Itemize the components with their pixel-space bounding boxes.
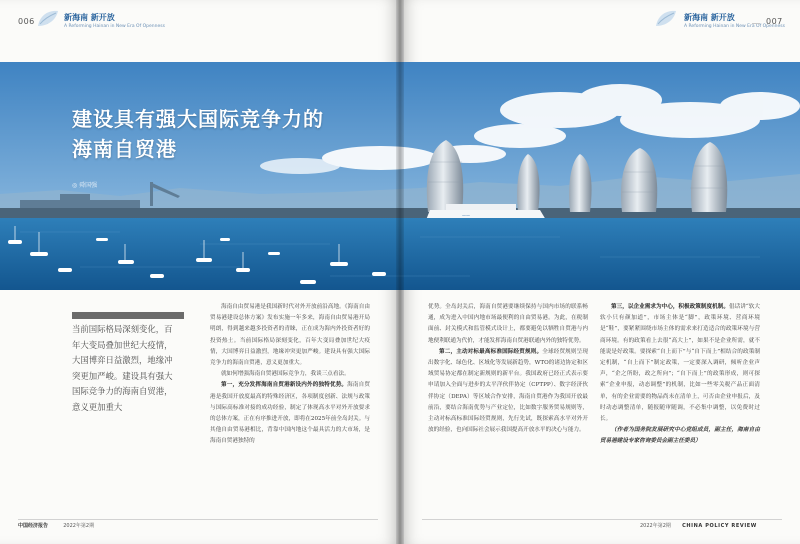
body-column-2 — [428, 302, 588, 436]
article-abstract — [72, 322, 190, 415]
abstract-line: 突更加严峻。建设具有强大 — [72, 370, 173, 381]
leaf-logo-icon — [652, 8, 680, 30]
issue-number: 2022年第2期 — [640, 523, 671, 529]
abstract-line: 大国博弈日益激烈，地缘冲 — [72, 355, 173, 365]
article-title — [72, 104, 324, 164]
paragraph-text: 海南自贸港是我国开放度最高的特殊经济区，各项制度创新、法规与政策与国际高标准对接的成功经验，制定了体现高水平对外开放要求的总体方案，正在有序推进开放，即将在2025年前全岛封关。与其他自由贸易港相比，背靠中国内地这个最具活力的大市场，是海南自贸港独特的 — [210, 382, 370, 445]
abstract-line: 意义更加重大 — [72, 401, 123, 412]
section-title-right: 新海南 新开放 — [684, 13, 735, 22]
paragraph: 优势。全岛封关后，海南自贸港要继续保持与国内市场的联系畅通，成为进入中国内地市场最便利的自由贸易港。为此，在税制面前、封关模式和监管模式设计上，都要避免以牺牲自贸港与内地便利联通为代价，才能发挥海南自贸港联通内外的独特优势。 — [428, 304, 588, 344]
footer-right — [640, 522, 757, 529]
abstract-line: 年大变局叠加世纪大疫情， — [72, 339, 173, 350]
publication-name: CHINA POLICY REVIEW — [682, 523, 757, 529]
footer-rule-right — [422, 519, 782, 520]
publication-name: 中国经济报告 — [18, 523, 49, 529]
abstract-bar — [72, 312, 184, 319]
article-title-line1: 建设具有强大国际竞争力的 — [72, 107, 324, 131]
article-author: ◎ 舜国强 — [72, 182, 98, 189]
paragraph: 海南自由贸易港是我国新时代对外开放前沿高地。《海南自由贸易港建设总体方案》发布实施一年多来，海南自由贸易港开局明朗，得到越来越多投资者的青睐，正在成为海内外投资者好的投资热土。当前国际格局深刻变化，百年大变局叠加世纪大疫情，大国博弈日益激烈，地缘冲突更加严峻。建设具有强大国际竞争力的海南自贸港，意义更加重大。 — [210, 304, 370, 367]
article-title-line2: 海南自贸港 — [72, 137, 177, 161]
paragraph-lead: 第三，以企业需求为中心，积极政策制度机制。 — [611, 304, 730, 310]
issue-number: 2022年第2期 — [63, 523, 95, 529]
footer-rule-left — [18, 519, 378, 520]
paragraph — [600, 302, 760, 425]
paragraph-lead: 第一，充分发挥海南自贸港新设内外的独特优势。 — [221, 382, 348, 389]
header-rule-right — [752, 23, 760, 24]
body-column-3 — [600, 302, 760, 448]
footer-left — [18, 522, 94, 529]
page-number-left: 006 — [18, 17, 35, 26]
paragraph-text: 倡话讲“软大软小只有颜加道”，市场主体是“脚”，政策环境、营商环境是“鞋”，要紧紧围绕市场主体的需求来打造适合的政策环境与营商环境。有的政策看上去很“高大上”，如果不是企业所需，就不能说是好政策。要探索“自上而下”与“自下而上”相结合的政策制定机制，“自上而下”制定政策，一定要深入调研，倾听企业声声，“企之所盼，政之所向”；“自下而上”的政策形成，则可探索“企业申报，动态调整”的机制，比如一些零关税产品正面清单，有的企业需要的物品尚未在清单上，可否由企业申报后，及时动态调整清单，随报随审随调，不必集中调整，以免费时过长。 — [600, 304, 760, 423]
paragraph — [428, 347, 588, 437]
abstract-line: 当前国际格局深刻变化，百 — [72, 324, 173, 334]
section-subtitle-right: A Reforming Hainan in New Era Of Openness — [684, 24, 785, 29]
paragraph-text: 全球经贸规则呈现出数字化、绿色化、区域化等发展新趋势，WTO的诸边协定和区域贸易协定都在制定新规则的新平台。我国政府已经正式表示要申请加入全面与进步的太平洋伙伴协定（CPTPP）、数字经济伙伴协定（DEPA）等区域合作安排，海南自贸港作为我国开放最前沿，要结合海南优势与产业定位，比如数字服务贸易规则等，主动对标高标准国际经贸规则，先行先试，既探索高水平对外开放的经验，也向国际社会展示我国提高开放水平的决心与能力。 — [428, 348, 588, 434]
svg-text:——: —— — [462, 213, 470, 218]
abstract-line: 国际竞争力的海南自贸港， — [72, 386, 173, 396]
paragraph-lead: 第二，主动对标最高标准国际经贸规则。 — [439, 348, 543, 355]
leaf-logo-icon — [34, 8, 62, 30]
paragraph: 就如何增强海南自贸港国际竞争力，我谈三点看法。 — [221, 371, 350, 378]
body-column-1 — [210, 302, 370, 448]
author-note: （作者为国务院发展研究中心党组成员，副主任，海南自由贸易港建设专家咨询委员会副主任委员） — [600, 427, 760, 445]
section-title-left: 新海南 新开放 — [64, 13, 115, 22]
book-gutter — [396, 0, 404, 544]
page-number-right: 007 — [766, 17, 783, 26]
paragraph — [210, 380, 370, 447]
section-subtitle-left: A Reforming Hainan in New Era Of Openness — [64, 24, 165, 29]
